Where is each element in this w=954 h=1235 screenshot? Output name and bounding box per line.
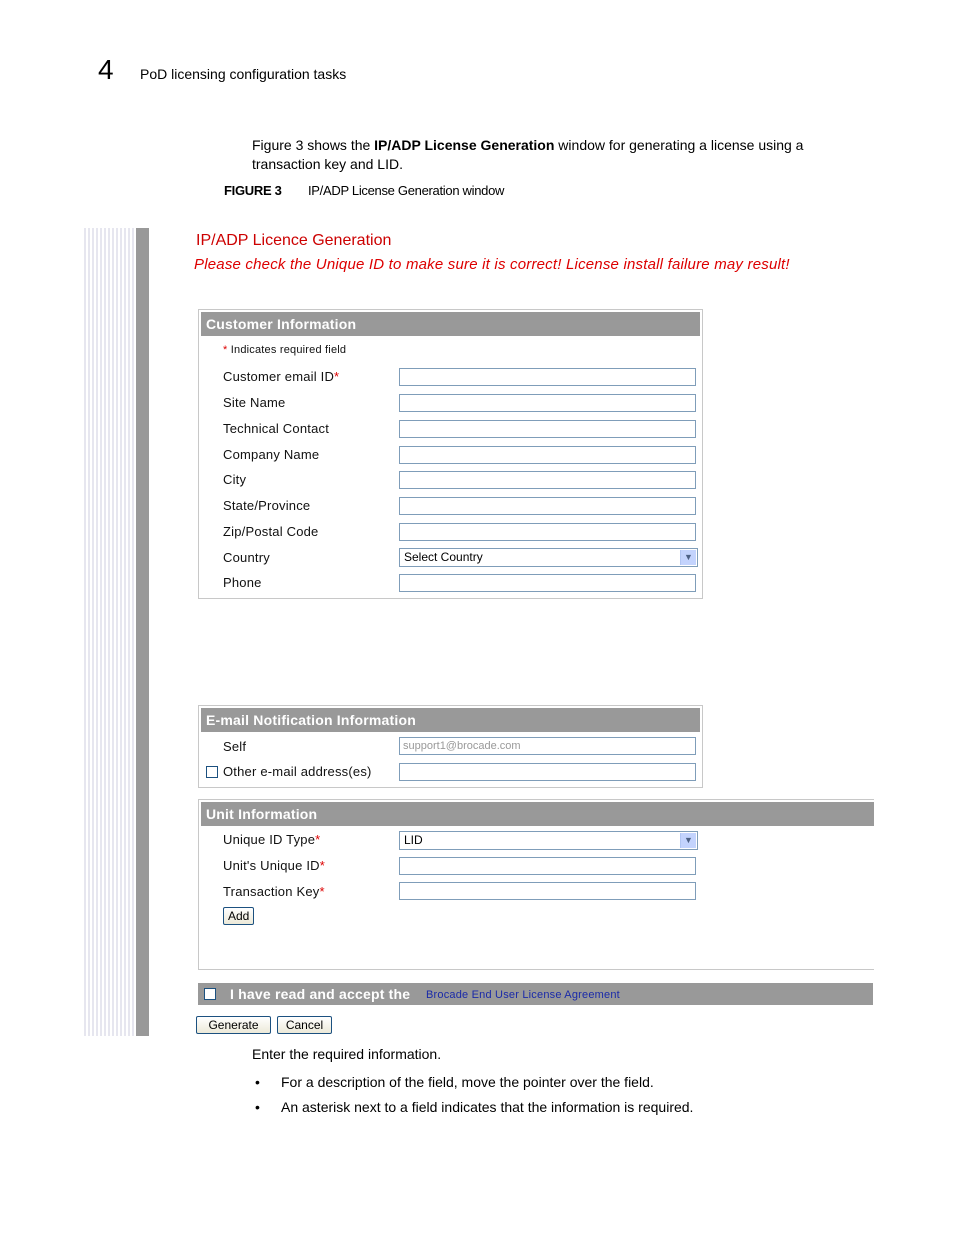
unique-id-type-label (223, 832, 320, 847)
country-label: Country (223, 550, 270, 565)
city-input[interactable] (399, 471, 696, 489)
state-province-label: State/Province (223, 498, 311, 513)
self-email-label: Self (223, 739, 247, 754)
transaction-key-input[interactable] (399, 882, 696, 900)
intro-bold-term: IP/ADP License Generation (374, 137, 555, 153)
left-gray-bar (136, 228, 149, 1036)
chevron-down-icon[interactable]: ▼ (680, 550, 696, 565)
required-note-text: Indicates required field (230, 344, 347, 356)
transaction-key-label-text: Transaction Key (223, 884, 320, 899)
intro-text-2: window for generating a license using a transaction key and LID. (252, 137, 804, 172)
license-agreement-link[interactable]: Brocade End User License Agreement (426, 989, 620, 1001)
site-name-label: Site Name (223, 395, 286, 410)
unit-unique-id-input[interactable] (399, 857, 696, 875)
company-name-label: Company Name (223, 447, 320, 462)
warning-message: Please check the Unique ID to make sure it is correct! License install failure may result! (194, 256, 790, 273)
phone-label: Phone (223, 575, 262, 590)
other-email-label: Other e-mail address(es) (223, 764, 372, 779)
email-notification-heading: E-mail Notification Information (201, 708, 700, 732)
body-paragraph: Enter the required information. (252, 1046, 442, 1062)
accept-license-text: I have read and accept the (230, 986, 411, 1002)
transaction-key-asterisk: * (319, 884, 325, 899)
customer-email-label (223, 369, 339, 384)
other-email-checkbox[interactable] (206, 766, 218, 778)
unique-id-type-label-text: Unique ID Type (223, 832, 316, 847)
window-title: IP/ADP Licence Generation (196, 232, 392, 249)
customer-email-asterisk: * (334, 369, 340, 384)
country-select-value: Select Country (404, 550, 483, 564)
bullet-text: For a description of the field, move the pointer over the field. (281, 1074, 654, 1090)
state-province-input[interactable] (399, 497, 696, 515)
figure-title: IP/ADP License Generation window (308, 183, 505, 198)
phone-input[interactable] (399, 574, 696, 592)
unit-information-panel (198, 799, 874, 970)
customer-information-panel (198, 309, 703, 599)
generate-button[interactable]: Generate (196, 1016, 271, 1034)
unit-unique-id-asterisk: * (319, 858, 325, 873)
technical-contact-label: Technical Contact (223, 421, 330, 436)
company-name-input[interactable] (399, 446, 696, 464)
accept-license-checkbox[interactable] (204, 988, 216, 1000)
unique-id-type-asterisk: * (315, 832, 321, 847)
required-asterisk: * (223, 344, 228, 356)
add-button[interactable]: Add (223, 907, 254, 925)
zip-postal-code-input[interactable] (399, 523, 696, 541)
unit-unique-id-label-text: Unit's Unique ID (223, 858, 320, 873)
unit-information-heading: Unit Information (201, 802, 874, 826)
cancel-button[interactable]: Cancel (277, 1016, 332, 1034)
figure-label: FIGURE 3 (224, 183, 282, 198)
email-notification-panel (198, 705, 703, 788)
transaction-key-label (223, 884, 325, 899)
city-label: City (223, 472, 247, 487)
technical-contact-input[interactable] (399, 420, 696, 438)
required-note (223, 344, 346, 356)
site-name-input[interactable] (399, 394, 696, 412)
unit-unique-id-label (223, 858, 325, 873)
chapter-number: 4 (98, 54, 114, 85)
zip-postal-code-label: Zip/Postal Code (223, 524, 319, 539)
unique-id-type-select[interactable] (399, 831, 698, 850)
chevron-down-icon[interactable]: ▼ (680, 833, 696, 848)
bullet-glyph: • (255, 1074, 260, 1090)
decorative-stripes (84, 228, 136, 1036)
license-accept-bar (198, 983, 873, 1005)
bullet-text: An asterisk next to a field indicates that the information is required. (281, 1099, 694, 1115)
bullet-glyph: • (255, 1099, 260, 1115)
chapter-title: PoD licensing configuration tasks (140, 66, 347, 82)
customer-email-label-text: Customer email ID (223, 369, 335, 384)
customer-email-input[interactable] (399, 368, 696, 386)
intro-text-1: Figure 3 shows the (252, 137, 375, 153)
other-email-input[interactable] (399, 763, 696, 781)
country-select[interactable] (399, 548, 698, 567)
self-email-input[interactable]: support1@brocade.com (399, 737, 696, 755)
unique-id-type-value: LID (404, 833, 423, 847)
customer-information-heading: Customer Information (201, 312, 700, 336)
intro-paragraph (252, 136, 852, 174)
